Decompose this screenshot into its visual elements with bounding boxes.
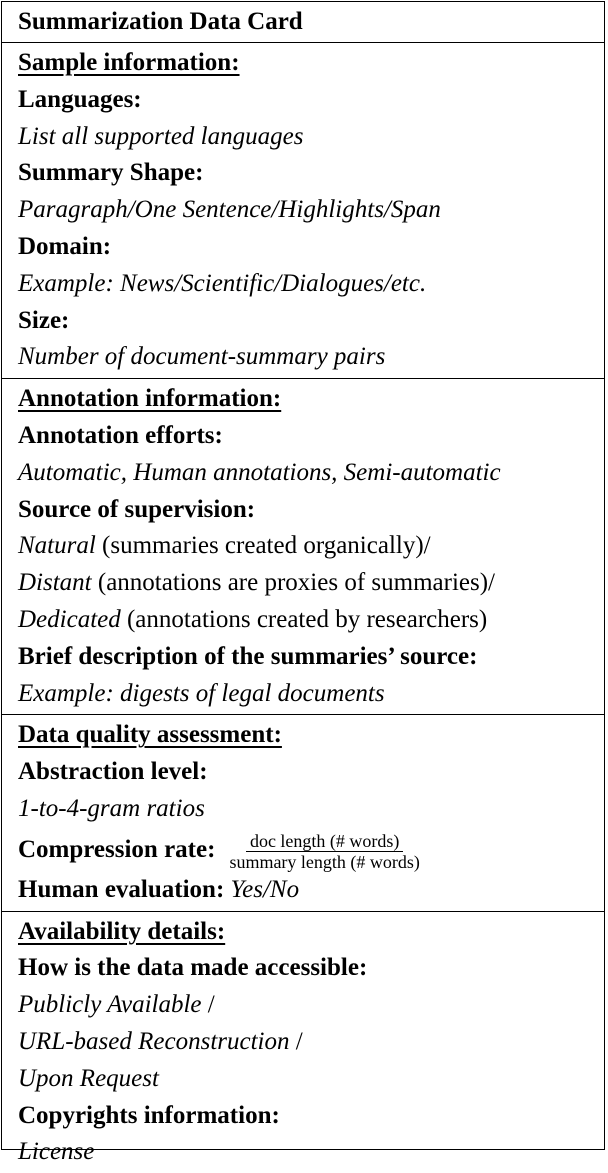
abstraction-label: Abstraction level: bbox=[18, 758, 208, 786]
abstraction-value: 1-to-4-gram ratios bbox=[18, 794, 205, 822]
availability-section bbox=[2, 911, 604, 1173]
annotation-heading: Annotation information: bbox=[18, 385, 282, 413]
distant-desc: (annotations are proxies of summaries)/ bbox=[91, 569, 495, 597]
copyright-label: Copyrights information: bbox=[18, 1101, 280, 1129]
dedicated-term: Dedicated bbox=[18, 605, 121, 633]
access-separator: / bbox=[201, 991, 215, 1019]
annotation-efforts-value: Automatic, Human annotations, Semi-automatic bbox=[18, 458, 501, 486]
access-url: URL-based Reconstruction bbox=[18, 1027, 290, 1055]
natural-term: Natural bbox=[18, 532, 96, 560]
compression-fraction bbox=[225, 831, 423, 872]
quality-heading: Data quality assessment: bbox=[18, 721, 282, 749]
compression-denominator: summary length (# words) bbox=[229, 851, 420, 872]
summaries-source-value: Example: digests of legal documents bbox=[18, 679, 385, 707]
human-evaluation-row bbox=[18, 872, 604, 909]
domain-value: Example: News/Scientific/Dialogues/etc. bbox=[18, 269, 427, 297]
sample-heading: Sample information: bbox=[18, 49, 240, 76]
access-public: Publicly Available bbox=[18, 991, 202, 1019]
sample-information-section bbox=[2, 42, 604, 378]
copyright-value: License bbox=[18, 1138, 95, 1166]
natural-desc: (summaries created organically)/ bbox=[95, 532, 431, 560]
summary-shape-label: Summary Shape: bbox=[18, 159, 204, 187]
languages-label: Languages: bbox=[18, 85, 142, 113]
access-label: How is the data made accessible: bbox=[18, 954, 368, 982]
compression-label: Compression rate: bbox=[18, 835, 216, 863]
access-request: Upon Request bbox=[18, 1064, 159, 1092]
supervision-dedicated bbox=[18, 602, 604, 639]
card-title: Summarization Data Card bbox=[18, 8, 303, 35]
human-eval-value: Yes/No bbox=[230, 875, 300, 903]
availability-heading: Availability details: bbox=[18, 917, 226, 945]
compression-rate-row bbox=[18, 828, 604, 872]
card-title-section bbox=[2, 2, 604, 42]
annotation-information-section bbox=[2, 378, 604, 714]
languages-value: List all supported languages bbox=[18, 122, 304, 150]
size-label: Size: bbox=[18, 306, 70, 334]
annotation-efforts-label: Annotation efforts: bbox=[18, 421, 223, 449]
summary-shape-value: Paragraph/One Sentence/Highlights/Span bbox=[18, 196, 441, 224]
distant-term: Distant bbox=[18, 569, 92, 597]
supervision-distant bbox=[18, 565, 604, 602]
access-url-row bbox=[18, 1024, 604, 1061]
dedicated-desc: (annotations created by researchers) bbox=[120, 605, 488, 633]
access-separator: / bbox=[289, 1027, 303, 1055]
data-card bbox=[1, 1, 605, 1166]
human-eval-label: Human evaluation: bbox=[18, 875, 225, 903]
size-value: Number of document-summary pairs bbox=[18, 343, 386, 371]
summaries-source-label: Brief description of the summaries’ source: bbox=[18, 642, 478, 670]
supervision-label: Source of supervision: bbox=[18, 495, 256, 523]
access-public-row bbox=[18, 987, 604, 1024]
compression-numerator: doc length (# words) bbox=[246, 831, 403, 852]
domain-label: Domain: bbox=[18, 232, 112, 260]
supervision-natural bbox=[18, 528, 604, 565]
data-quality-section bbox=[2, 714, 604, 910]
